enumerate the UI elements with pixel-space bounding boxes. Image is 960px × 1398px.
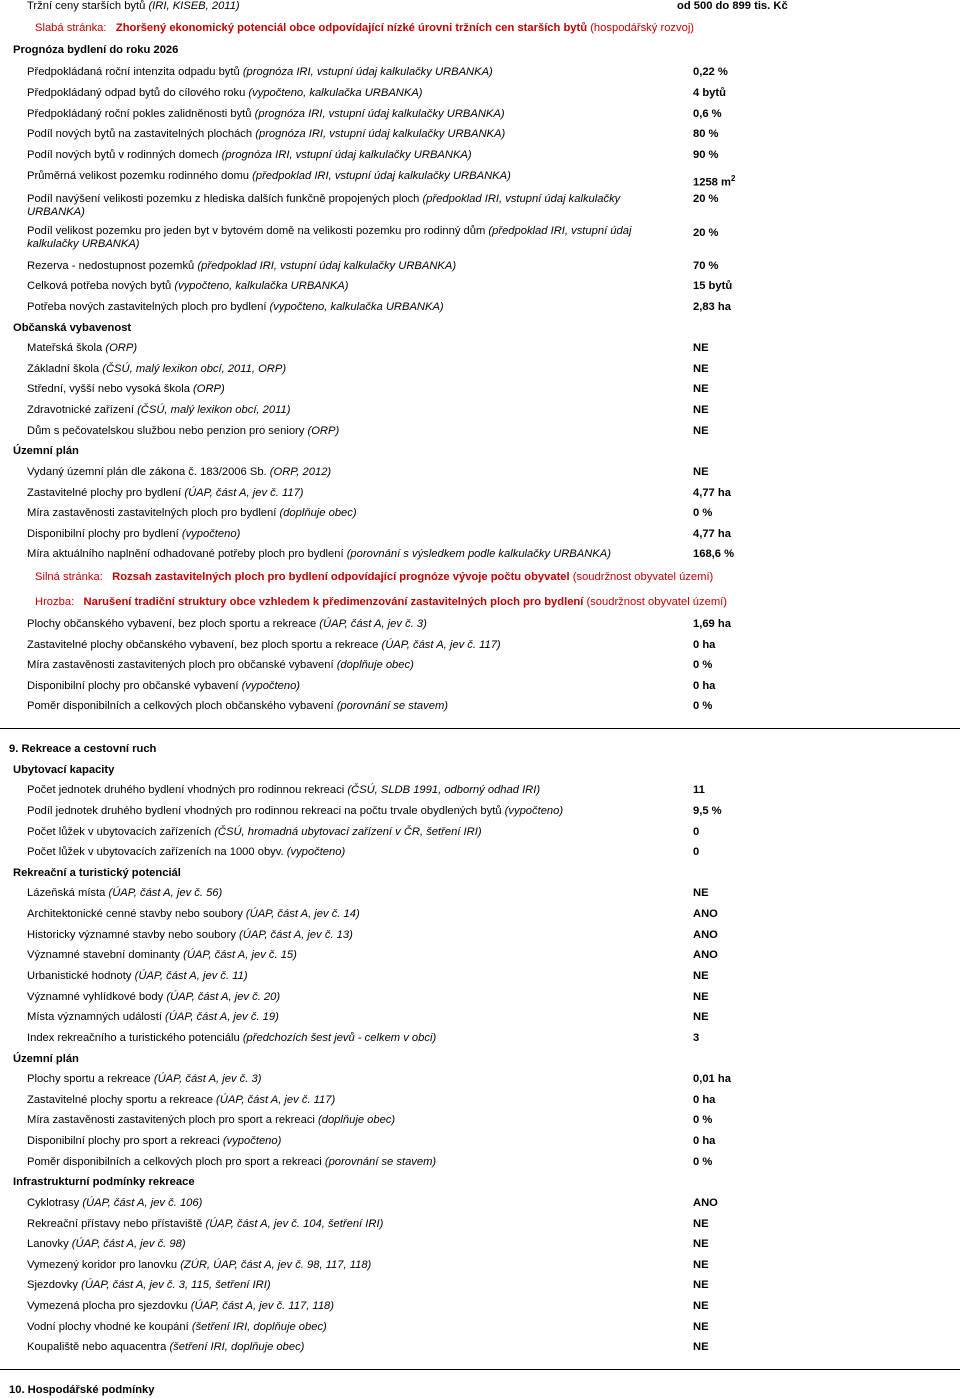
row-value: 4,77 ha — [693, 528, 731, 540]
source-note: (ÚAP, část A, jev č. 3, 115, šetření IRI) — [81, 1279, 271, 1291]
section-heading: Infrastrukturní podmínky rekreace — [13, 1176, 195, 1188]
label-text: Podíl nových bytů v rodinných domech — [27, 149, 219, 161]
row-value: NE — [693, 425, 709, 437]
label-text: Zastavitelné plochy pro bydlení — [27, 487, 182, 499]
label-text: Vydaný územní plán dle zákona č. 183/2006 Sb. — [27, 466, 267, 478]
row-label — [27, 301, 444, 314]
row-value: NE — [693, 970, 709, 982]
row-label — [27, 66, 493, 79]
row-value: 0,01 ha — [693, 1073, 731, 1085]
source-note: (ČSÚ, malý lexikon obcí, 2011, ORP) — [102, 363, 287, 375]
row-label — [27, 784, 540, 797]
source-note: (vypočteno, kalkulačka URBANKA) — [248, 87, 423, 99]
row-value — [693, 172, 735, 190]
source-note: (vypočteno) — [241, 680, 301, 692]
row-value: od 500 do 899 tis. Kč — [677, 0, 788, 12]
label-text: Potřeba nových zastavitelných ploch pro bydlení — [27, 301, 267, 313]
row-value: NE — [693, 1300, 709, 1312]
row-label — [27, 128, 505, 141]
row-value: 0 % — [693, 507, 713, 519]
source-note: (vypočteno) — [181, 528, 241, 540]
label-text: Sjezdovky — [27, 1279, 78, 1291]
label-text: Vymezený koridor pro lanovku — [27, 1259, 178, 1271]
label-text: Historicky významné stavby nebo soubory — [27, 929, 236, 941]
row-label — [27, 970, 248, 983]
row-label — [27, 846, 345, 859]
row-value: 0,22 % — [693, 66, 728, 78]
row-value: 0 — [693, 826, 700, 838]
row-value: 15 bytů — [693, 280, 733, 292]
row-value: NE — [693, 1238, 709, 1250]
label-text: Předpokládaný odpad bytů do cílového roku — [27, 87, 246, 99]
label-text: Celková potřeba nových bytů — [27, 280, 172, 292]
row-label — [27, 1218, 383, 1231]
source-note: (ÚAP, část A, jev č. 117, 118) — [190, 1300, 334, 1312]
source-note: (ORP) — [307, 425, 340, 437]
row-value: 0 % — [693, 700, 713, 712]
source-note: (vypočteno) — [286, 846, 346, 858]
source-note: (IRI, KISEB, 2011) — [148, 0, 240, 12]
row-value: 0 % — [693, 1114, 713, 1126]
row-value: NE — [693, 342, 709, 354]
label-text: Předpokládaná roční intenzita odpadu bytů — [27, 66, 240, 78]
source-note: (ÚAP, část A, jev č. 104, šetření IRI) — [205, 1218, 384, 1230]
label-text: Počet lůžek v ubytovacích zařízeních — [27, 826, 212, 838]
row-label — [27, 1238, 186, 1251]
label-text: Poměr disponibilních a celkových ploch občanského vybavení — [27, 700, 334, 712]
source-note: (ÚAP, část A, jev č. 117) — [184, 487, 304, 499]
row-label — [27, 87, 423, 100]
label-text: Zastavitelné plochy sportu a rekreace — [27, 1094, 213, 1106]
row-label — [27, 1300, 334, 1313]
label-text: Vymezená plocha pro sjezdovku — [27, 1300, 188, 1312]
row-value: NE — [693, 383, 709, 395]
label-text: Plochy sportu a rekreace — [27, 1073, 151, 1085]
row-value: 2,83 ha — [693, 301, 731, 313]
source-note: (porovnání s výsledkem podle kalkulačky URBANKA) — [346, 548, 611, 560]
label-text: Vodní plochy vhodné ke koupání — [27, 1321, 189, 1333]
source-note: (ZÚR, ÚAP, část A, jev č. 98, 117, 118) — [180, 1259, 372, 1271]
row-label — [27, 1011, 279, 1024]
label-text: Podíl nových bytů na zastavitelných plochách — [27, 128, 253, 140]
row-label — [27, 170, 511, 183]
label-text: Míra zastavěnosti zastavitelných ploch pro bydlení — [27, 507, 277, 519]
source-note: (prognóza IRI, vstupní údaj kalkulačky URBANKA) — [221, 149, 472, 161]
label-text: Tržní ceny starších bytů — [27, 0, 146, 12]
label-text: Disponibilní plochy pro bydlení — [27, 528, 179, 540]
row-value: NE — [693, 887, 709, 899]
label-text: Míra zastavěnosti zastavitených ploch pro občanské vybavení — [27, 659, 334, 671]
section-heading: Ubytovací kapacity — [13, 764, 115, 776]
label-text: Průměrná velikost pozemku rodinného domu — [27, 170, 250, 182]
row-value: 0 ha — [693, 639, 716, 651]
row-value: 70 % — [693, 260, 719, 272]
source-note: (ČSÚ, hromadná ubytovací zařízení v ČR, šetření IRI) — [214, 826, 482, 838]
row-value: ANO — [693, 1197, 718, 1209]
section-heading: Územní plán — [13, 445, 79, 457]
row-value: NE — [693, 1259, 709, 1271]
label-text: Disponibilní plochy pro sport a rekreaci — [27, 1135, 220, 1147]
source-note: (ÚAP, část A, jev č. 14) — [245, 908, 360, 920]
label-text: Míra zastavěnosti zastavitených ploch pro sport a rekreaci — [27, 1114, 315, 1126]
row-value: 90 % — [693, 149, 719, 161]
label-text: Zdravotnické zařízení — [27, 404, 134, 416]
label-text: Rekreační přístavy nebo přístaviště — [27, 1218, 203, 1230]
source-note: (ÚAP, část A, jev č. 56) — [108, 887, 223, 899]
row-label — [27, 1259, 371, 1272]
label-text: Lázeňská místa — [27, 887, 106, 899]
source-note: (vypočteno, kalkulačka URBANKA) — [174, 280, 349, 292]
row-label — [27, 383, 225, 396]
row-value: 4,77 ha — [693, 487, 731, 499]
label-text: Zastavitelné plochy občanského vybavení, bez ploch sportu a rekreace — [27, 639, 379, 651]
swot-text: Rozsah zastavitelných ploch pro bydlení odpovídající prognóze vývoje počtu obyvatel — [112, 571, 570, 583]
row-value: 0 — [693, 846, 700, 858]
row-label — [27, 618, 427, 631]
label-text: Míra aktuálního naplnění odhadované potřeby ploch pro bydlení — [27, 548, 344, 560]
row-value: ANO — [693, 929, 718, 941]
row-label — [27, 1156, 436, 1169]
label-text: Mateřská škola — [27, 342, 103, 354]
source-note: (porovnání se stavem) — [336, 700, 449, 712]
section-title: 10. Hospodářské podmínky — [9, 1384, 155, 1396]
section-heading: Prognóza bydlení do roku 2026 — [13, 44, 179, 56]
row-value: 0 ha — [693, 1094, 716, 1106]
label-text: Poměr disponibilních a celkových ploch pro sport a rekreaci — [27, 1156, 322, 1168]
source-note: (předchozích šest jevů - celkem v obci) — [242, 1032, 437, 1044]
source-note: (porovnání se stavem) — [324, 1156, 437, 1168]
label-text: Střední, vyšší nebo vysoká škola — [27, 383, 190, 395]
row-label — [27, 507, 357, 520]
section-divider — [0, 728, 960, 729]
row-value: 0 ha — [693, 1135, 716, 1147]
row-label — [27, 1321, 327, 1334]
source-note: (ÚAP, část A, jev č. 19) — [165, 1011, 279, 1023]
section-title: 9. Rekreace a cestovní ruch — [9, 743, 157, 755]
source-note: (ÚAP, část A, jev č. 117) — [381, 639, 501, 651]
label-text: Koupaliště nebo aquacentra — [27, 1341, 167, 1353]
source-note: (vypočteno) — [222, 1135, 282, 1147]
label-text: Významné vyhlídkové body — [27, 991, 164, 1003]
row-label — [27, 425, 339, 438]
row-label — [27, 1341, 304, 1354]
swot-text: Zhoršený ekonomický potenciál obce odpovídající nízké úrovni tržních cen starších bytů — [115, 22, 588, 34]
source-note: (ORP) — [105, 342, 138, 354]
row-label — [27, 466, 331, 479]
swot-category: (soudržnost obyvatel území) — [586, 596, 727, 608]
section-divider — [0, 1369, 960, 1370]
swot-statement — [35, 571, 713, 584]
label-text: Podíl navýšení velikosti pozemku z hlediska dalších funkčně propojených ploch — [27, 193, 420, 205]
source-note: (šetření IRI, doplňuje obec) — [169, 1341, 305, 1353]
section-heading: Územní plán — [13, 1053, 79, 1065]
swot-statement — [35, 22, 694, 35]
row-value: 80 % — [693, 128, 719, 140]
row-value: 20 % — [693, 193, 719, 205]
label-text: Architektonické cenné stavby nebo soubory — [27, 908, 243, 920]
label-text: Plochy občanského vybavení, bez ploch sportu a rekreace — [27, 618, 317, 630]
row-label — [27, 700, 448, 713]
source-note: (doplňuje obec) — [279, 507, 357, 519]
row-value: NE — [693, 1218, 709, 1230]
source-note: (ÚAP, část A, jev č. 20) — [166, 991, 281, 1003]
source-note: (ORP) — [193, 383, 225, 395]
row-label — [27, 260, 456, 273]
row-label — [27, 280, 349, 293]
row-label — [27, 1032, 436, 1045]
row-label — [27, 487, 304, 500]
label-text: Lanovky — [27, 1238, 69, 1250]
row-value: 9,5 % — [693, 805, 722, 817]
swot-category: (hospodářský rozvoj) — [590, 22, 695, 34]
label-text: Disponibilní plochy pro občanské vybavení — [27, 680, 239, 692]
value-superscript: 2 — [730, 174, 736, 183]
row-label — [27, 0, 240, 13]
swot-prefix: Hrozba: — [35, 596, 75, 608]
row-value: NE — [693, 1341, 709, 1353]
row-value: NE — [693, 1321, 709, 1333]
label-text: Předpokládaný roční pokles zalidněnosti bytů — [27, 108, 252, 120]
swot-prefix: Slabá stránka: — [35, 22, 107, 34]
source-note: (předpoklad IRI, vstupní údaj kalkulačky URBANKA) — [27, 225, 632, 250]
source-note: (doplňuje obec) — [318, 1114, 396, 1126]
row-value: 1,69 ha — [693, 618, 731, 630]
row-label — [27, 805, 563, 818]
source-note: (ČSÚ, SLDB 1991, odborný odhad IRI) — [347, 784, 541, 796]
label-text: Rezerva - nedostupnost pozemků — [27, 260, 195, 272]
label-text: Podíl jednotek druhého bydlení vhodných pro rodinnou rekreaci na počtu trvale obydlených bytů — [27, 805, 502, 817]
source-note: (ÚAP, část A, jev č. 98) — [71, 1238, 186, 1250]
source-note: (ÚAP, část A, jev č. 11) — [134, 970, 248, 982]
row-value: NE — [693, 363, 709, 375]
row-value: 0,6 % — [693, 108, 722, 120]
row-value: 0 % — [693, 1156, 713, 1168]
row-value: 0 % — [693, 659, 713, 671]
row-label — [27, 659, 414, 672]
source-note: (ÚAP, část A, jev č. 3) — [153, 1073, 262, 1085]
row-value: 4 bytů — [693, 87, 726, 99]
row-label — [27, 887, 222, 900]
source-note: (vypočteno, kalkulačka URBANKA) — [269, 301, 444, 313]
row-value: NE — [693, 1279, 709, 1291]
source-note: (ČSÚ, malý lexikon obcí, 2011) — [137, 404, 291, 416]
row-label — [27, 548, 611, 561]
row-value: NE — [693, 466, 709, 478]
row-value: 3 — [693, 1032, 700, 1044]
source-note: (prognóza IRI, vstupní údaj kalkulačky URBANKA) — [255, 128, 506, 140]
swot-category: (soudržnost obyvatel území) — [572, 571, 714, 583]
row-label — [27, 1197, 202, 1210]
swot-text: Narušení tradiční struktury obce vzhledem k předimenzování zastavitelných ploch pro bydlení — [83, 596, 584, 608]
value-text: 1258 m — [693, 176, 731, 189]
source-note: (předpoklad IRI, vstupní údaj kalkulačky URBANKA) — [197, 260, 457, 272]
row-value: 20 % — [693, 227, 719, 239]
swot-statement — [35, 596, 727, 609]
row-value: 168,6 % — [693, 548, 735, 560]
row-label — [27, 949, 297, 962]
swot-prefix: Silná stránka: — [35, 571, 103, 583]
label-text: Významné stavební dominanty — [27, 949, 180, 961]
source-note: (ÚAP, část A, jev č. 3) — [319, 618, 427, 630]
row-label — [27, 342, 137, 355]
source-note: (prognóza IRI, vstupní údaj kalkulačky URBANKA) — [254, 108, 505, 120]
label-text: Počet lůžek v ubytovacích zařízeních na 1000 obyv. — [27, 846, 284, 858]
section-heading: Občanská vybavenost — [13, 322, 132, 334]
label-text: Cyklotrasy — [27, 1197, 80, 1209]
row-label — [27, 1094, 335, 1107]
row-label — [27, 404, 290, 417]
row-label — [27, 193, 667, 219]
row-label — [27, 908, 360, 921]
row-value: NE — [693, 1011, 709, 1023]
row-label — [27, 991, 280, 1004]
row-label — [27, 225, 667, 251]
source-note: (ÚAP, část A, jev č. 15) — [183, 949, 297, 961]
row-label — [27, 1114, 395, 1127]
source-note: (prognóza IRI, vstupní údaj kalkulačky URBANKA) — [242, 66, 493, 78]
label-text: Index rekreačního a turistického potenciálu — [27, 1032, 240, 1044]
row-label — [27, 363, 286, 376]
source-note: (doplňuje obec) — [336, 659, 414, 671]
row-value: ANO — [693, 949, 718, 961]
label-text: Urbanistické hodnoty — [27, 970, 132, 982]
source-note: (vypočteno) — [504, 805, 564, 817]
row-value: NE — [693, 404, 709, 416]
row-label — [27, 639, 501, 652]
row-label — [27, 1279, 271, 1292]
source-note: (ÚAP, část A, jev č. 13) — [239, 929, 353, 941]
source-note: (ÚAP, část A, jev č. 106) — [82, 1197, 203, 1209]
source-note: (šetření IRI, doplňuje obec) — [191, 1321, 327, 1333]
row-label — [27, 826, 482, 839]
row-label — [27, 1135, 281, 1148]
row-label — [27, 149, 472, 162]
section-heading: Rekreační a turistický potenciál — [13, 867, 181, 879]
label-text: Dům s pečovatelskou službou nebo penzion pro seniory — [27, 425, 305, 437]
label-text: Podíl velikost pozemku pro jeden byt v bytovém domě na velikosti pozemku pro rodinný dům — [27, 225, 486, 237]
row-label — [27, 528, 240, 541]
label-text: Počet jednotek druhého bydlení vhodných pro rodinnou rekreaci — [27, 784, 345, 796]
label-text: Základní škola — [27, 363, 100, 375]
row-label — [27, 680, 300, 693]
source-note: (ORP, 2012) — [269, 466, 332, 478]
row-label — [27, 108, 505, 121]
row-value: 0 ha — [693, 680, 716, 692]
row-value: NE — [693, 991, 709, 1003]
row-value: ANO — [693, 908, 718, 920]
row-label — [27, 929, 353, 942]
row-value: 11 — [693, 784, 705, 796]
label-text: Místa významných událostí — [27, 1011, 162, 1023]
source-note: (předpoklad IRI, vstupní údaj kalkulačky URBANKA) — [252, 170, 511, 182]
source-note: (předpoklad IRI, vstupní údaj kalkulačky URBANKA) — [27, 193, 621, 218]
source-note: (ÚAP, část A, jev č. 117) — [216, 1094, 336, 1106]
row-label — [27, 1073, 261, 1086]
